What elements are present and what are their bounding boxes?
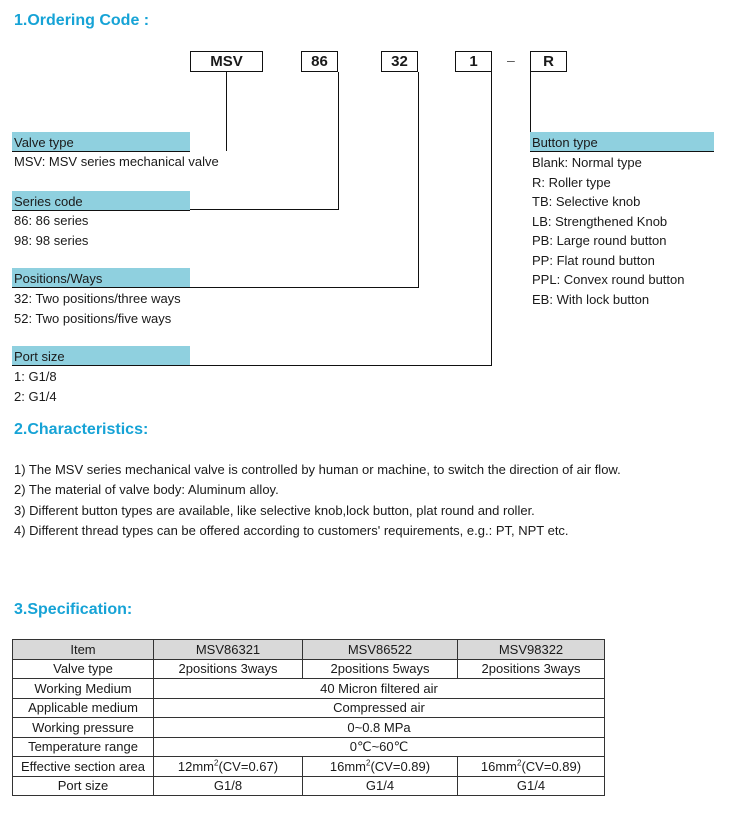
list-item: 2) The material of valve body: Aluminum alloy. [14,482,279,498]
table-row [13,659,605,679]
connector-series [338,72,339,210]
option-text: Blank: Normal type [532,155,642,170]
cell-post: (CV=0.89) [370,758,431,774]
list-item: 1) The MSV series mechanical valve is controlled by human or machine, to switch the direction of air flow. [14,462,621,477]
table-cell [458,757,605,777]
row-label: Port size [13,776,154,796]
ordering-code-title: 1.Ordering Code : [14,12,150,29]
table-cell: 2positions 5ways [303,659,458,679]
series-code-options [14,211,88,250]
table-row [13,757,605,777]
header-cell: MSV86321 [154,640,303,660]
table-cell: 2positions 3ways [458,659,605,679]
code-box-port: 1 [455,51,492,72]
cell-post: (CV=0.89) [521,758,582,774]
cell-sup: 2 [214,758,219,768]
table-cell: Compressed air [154,698,605,718]
characteristics-list [14,460,621,541]
option-text: 98: 98 series [14,232,89,248]
characteristics-title: 2.Characteristics: [14,421,149,438]
option-text: R: Roller type [532,174,611,190]
table-row [13,718,605,738]
connector-port [491,72,492,366]
list-item: 3) Different button types are available, like selective knob,lock button, plat round and roller. [14,502,535,518]
cell-pre: 16mm [329,758,367,774]
cell-pre: 16mm [480,758,518,774]
code-box-msv: MSV [190,51,263,72]
specification-title: 3.Specification: [14,601,133,618]
table-cell: 40 Micron filtered air [154,679,605,699]
option-text: PPL: Convex round button [532,272,685,287]
port-size-options [14,367,57,406]
port-size-label: Port size [12,346,190,366]
cell-pre: 12mm [177,758,215,774]
code-dash: – [507,52,515,68]
table-cell [303,757,458,777]
option-text: EB: With lock button [532,291,650,307]
option-text: MSV: MSV series mechanical valve [14,154,219,169]
table-cell: G1/8 [154,776,303,796]
option-text: TB: Selective knob [532,194,641,209]
valve-type-label: Valve type [12,132,190,152]
option-text: 52: Two positions/five ways [14,310,172,326]
table-row [13,737,605,757]
code-box-button: R [530,51,567,72]
connector-positions-h [190,287,419,288]
table-row [13,698,605,718]
connector-series-h [190,209,339,210]
option-text: 2: G1/4 [14,388,57,404]
cell-post: (CV=0.67) [218,758,279,774]
option-text: PP: Flat round button [532,252,655,268]
connector-valve-type [226,72,227,151]
code-box-positions: 32 [381,51,418,72]
table-row [13,679,605,699]
table-cell: G1/4 [458,776,605,796]
cell-sup: 2 [517,758,522,768]
series-code-label: Series code [12,191,190,211]
header-cell: MSV98322 [458,640,605,660]
valve-type-options [14,152,219,172]
code-box-series: 86 [301,51,338,72]
row-label: Temperature range [13,737,154,757]
row-label: Applicable medium [13,698,154,718]
table-cell: G1/4 [303,776,458,796]
specification-table [12,639,605,796]
table-row [13,776,605,796]
row-label: Working pressure [13,718,154,738]
option-text: LB: Strengthened Knob [532,213,668,229]
table-cell: 0~0.8 MPa [154,718,605,738]
positions-ways-options [14,289,181,328]
table-cell: 2positions 3ways [154,659,303,679]
row-label: Working Medium [13,679,154,699]
header-cell: Item [13,640,154,660]
option-text: 1: G1/8 [14,369,57,384]
list-item: 4) Different thread types can be offered according to customers' requirements, e.g.: PT, NPT etc. [14,522,569,538]
cell-sup: 2 [366,758,371,768]
option-text: PB: Large round button [532,233,667,248]
row-label: Effective section area [13,757,154,777]
header-cell: MSV86522 [303,640,458,660]
table-cell: 0℃~60℃ [154,737,605,757]
row-label: Valve type [13,659,154,679]
button-type-options [532,153,685,309]
positions-ways-label: Positions/Ways [12,268,190,288]
connector-port-h [190,365,492,366]
connector-positions [418,72,419,288]
option-text: 86: 86 series [14,213,89,228]
button-type-label: Button type [530,132,714,152]
table-cell [154,757,303,777]
option-text: 32: Two positions/three ways [14,291,181,306]
table-header-row [13,640,605,660]
